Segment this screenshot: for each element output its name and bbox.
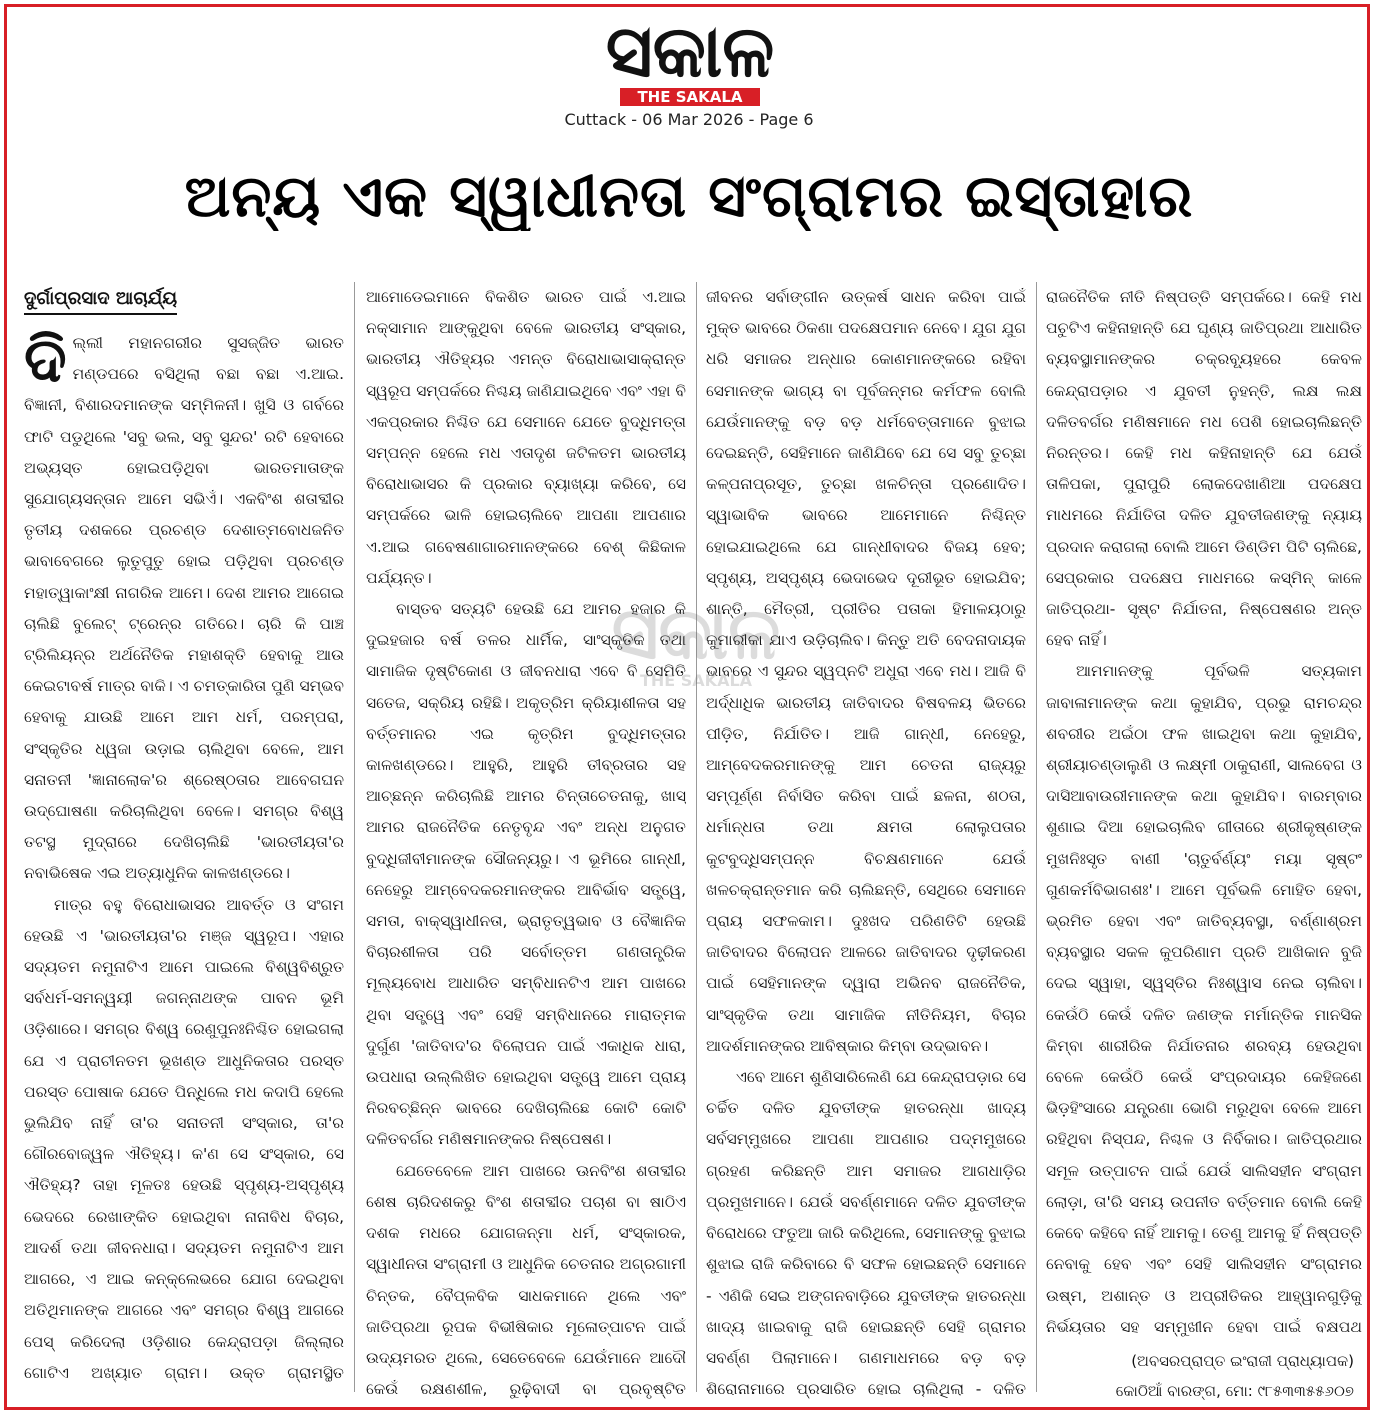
paragraph: ଯେତେବେଳେ ଆମ ପାଖରେ ଊନବିଂଶ ଶତାବ୍ଦୀର ଶେଷ ଚାରିଦଶକରୁ ବିଂଶ ଶତାବ୍ଦୀର ପଚାଶ ବା ଷାଠିଏ ଦଶକ ମଧରେ ଯୋଗଜନ୍ମା ଧର୍ମ, ସଂସ୍କାରକ, ସ୍ୱାଧୀନତା ସଂଗ୍ରାମୀ ଓ ଆଧୁନିକ ଚେତନାର ଅଗ୍ରଗାମୀ ଚିନ୍ତକ, ବୈପ୍ଳବିକ ସାଧକମାନେ ଥିଲେ ଏବଂ ଜାତିପ୍ରଥା ରୂପକ ବିଭୀଷିକାର ମୂଳୋତ୍ପାଟନ ପାଇଁ ଉଦ୍ୟମରତ ଥିଲେ, ସେତେବେଳେ ଯେଉଁମାନେ ଆଦୌ କେଉଁ ରକ୍ଷଣଶୀଳ, ରୁଢ଼ିବାଦୀ ବା ପ୍ରବୃଷ୍ଟିତ	[366, 1161, 686, 1399]
paragraph: ବାସ୍ତବ ସତ୍ୟଟି ହେଉଛି ଯେ ଆମର ହଜାର କି ଦୁଇହଜାର ବର୍ଷ ତଳର ଧାର୍ମିକ, ସାଂସ୍କୃତିକ ତଥା ସାମାଜିକ ଦୃଷ୍ଟିକୋଣ ଓ ଜୀବନଧାରା ଏବେ ବି ସେମିତି ସତେଜ, ସକ୍ରିୟ ରହିଛି। ଅକୃତ୍ରିମ କ୍ରିୟାଶୀଳତା ସହ ବର୍ତ୍ତମାନର ଏଇ କୃତ୍ରିମ ବୁଦ୍ଧିମତ୍ତାର କାଳଖଣ୍ଡରେ। ଆହୁରି, ଆହୁରି ତୀବ୍ରତାର ସହ ଆଚ୍ଛନ୍ନ କରିଚାଲିଛି ଆମର ଚିନ୍ତାଚେତନାକୁ, ଖାସ୍ ଆମର ରାଜନୈତିକ ନେତୃବୃନ୍ଦ ଏବଂ ଅନ୍ଧ ଅନୁଗତ ବୁଦ୍ଧିଜୀବୀମାନଙ୍କ ସୌଜନ୍ୟରୁ। ଏ ଭୂମିରେ ଗାନ୍ଧୀ, ନେହେରୁ ଆମ୍ବେଦକରମାନଙ୍କର ଆବିର୍ଭାବ ସତ୍ତ୍ୱେ, ସମତା, ବାକ୍‌ସ୍ୱାଧୀନତା, ଭ୍ରାତୃତ୍ୱଭାବ ଓ ବୈଜ୍ଞାନିକ ବିଚାରଶୀଳତା ପରି ସର୍ବୋତ୍ତମ ଗଣତାନ୍ତ୍ରିକ ମୂଲ୍ୟବୋଧ ଆଧାରିତ ସମ୍ବିଧାନଟିଏ ଆମ ପାଖରେ ଥିବା ସତ୍ତ୍ୱେ ଏବଂ ସେହି ସମ୍ବିଧାନରେ ମାରାତ୍ମକ ଦୁର୍ଗୁଣ 'ଜାତିବାଦ'ର ବିଲୋପନ ପାଇଁ ଏକାଧିକ ଧାରା, ଉପଧାରା ଉଲ୍ଲିଖିତ ହୋଇଥିବା ସତ୍ତ୍ୱେ ଆମେ ପ୍ରାୟ ନିରବଚ୍ଛିନ୍ନ ଭାବରେ ଦେଖିଚାଲିଛେ କୋଟି କୋଟି ଦଳିତବର୍ଗର ମଣିଷମାନଙ୍କର ନିଷ୍ପେଷଣ।	[366, 600, 686, 1149]
drop-cap: ଦି	[24, 328, 67, 396]
article-column-3	[706, 282, 1026, 1400]
article-headline: ଅନ୍ୟ ଏକ ସ୍ୱାଧୀନତା ସଂଗ୍ରାମର ଇସ୍ତାହାର	[184, 162, 1194, 230]
author-designation: (ଅବସରପ୍ରାପ୍ତ ଇଂରାଜୀ ପ୍ରାଧ୍ୟାପକ)	[1131, 1352, 1354, 1370]
article-column-1	[24, 328, 344, 1392]
column-separator	[354, 282, 355, 1392]
column-separator	[1036, 282, 1037, 1392]
paragraph: ମାତ୍ର ବହୁ ବିରୋଧାଭାସର ଆବର୍ତ୍ତ ଓ ସଂଗମ ହେଉଛି ଏ 'ଭାରତୀୟତା'ର ମଞ୍ଜ ସ୍ୱରୂପ। ଏହାର ସଦ୍ୟତମ ନମୁନାଟିଏ ଆମେ ପାଇଲେ ବିଶ୍ୱବିଶ୍ରୁତ ସର୍ବଧର୍ମ-ସମନ୍ୱୟୀ ଜଗନ୍ନାଥଙ୍କ ପାବନ ଭୂମି ଓଡ଼ିଶାରେ। ସମଗ୍ର ବିଶ୍ୱ ରେଣୁପୁନଃନିଶ୍ଚିତ ହୋଇଗଲା ଯେ ଏ ପ୍ରାଚୀନତମ ଭୂଖଣ୍ଡ ଆଧୁନିକତାର ପରସ୍ତ ପରସ୍ତ ପୋଷାକ ଯେତେ ପିନ୍ଧିଲେ ମଧ କଦାପି ହେଲେ ଭୁଲିଯିବ ନାହିଁ ତା'ର ସନାତନୀ ସଂସ୍କାର, ତା'ର ଗୌରବୋଜ୍ୱଳ ଐତିହ୍ୟ। କ'ଣ ସେ ସଂସ୍କାର, ସେ ଐତିହ୍ୟ? ତାହା ମୂଳତଃ ହେଉଛି ସ୍ପୃଶ୍ୟ-ଅସ୍ପୃଶ୍ୟ ଭେଦରେ ରେଖାଙ୍କିତ ହୋଇଥିବା ନାନାବିଧ ବିଚାର, ଆଦର୍ଶ ତଥା ଜୀବନଧାରା। ସଦ୍ୟତମ ନମୁନାଟିଏ ଆମ ଆଗରେ, ଏ ଆଇ କନ୍‌କ୍ଲେଭରେ ଯୋଗ ଦେଇଥିବା ଅତିଥିମାନଙ୍କ ଆଗରେ ଏବଂ ସମଗ୍ର ବିଶ୍ୱ ଆଗରେ ପେସ୍ କରିଦେଲା ଓଡ଼ିଶାର କେନ୍ଦ୍ରାପଡ଼ା ଜିଲ୍ଲାର ଗୋଟିଏ ଅଖ୍ୟାତ ଗ୍ରାମ। ଉକ୍ତ ଗ୍ରାମସ୍ଥିତ	[24, 895, 344, 1382]
paragraph: ଆମୋଡେଇମାନେ ବିକଶିତ ଭାରତ ପାଇଁ ଏ.ଆଇ ନକ୍‌ସାମାନ ଆଙ୍କୁଥିବା ବେଳେ ଭାରତୀୟ ସଂସ୍କାର, ଭାରତୀୟ ଐତିହ୍ୟର ଏମନ୍ତ ବିରୋଧାଭାସାକ୍ରାନ୍ତ ସ୍ୱରୂପ ସମ୍ପର୍କରେ ନିଶ୍ଚୟ ଜାଣିଯାଇଥିବେ ଏବଂ ଏହା ବି ଏକପ୍ରକାର ନିଶ୍ଚିତ ଯେ ସେମାନେ ଯେତେ ବୁଦ୍ଧିମତ୍ତା ସମ୍ପନ୍ନ ହେଲେ ମଧ ଏତାଦୃଶ ଜଟିଳତମ ଭାରତୀୟ ବିରୋଧାଭାସର କି ପ୍ରକାର ବ୍ୟାଖ୍ୟା କରିବେ, ସେ ସମ୍ପର୍କରେ ଭାଳି ହୋଇଚାଲିବେ ଆପଣା ଆପଣାର ଏ.ଆଇ ଗବେଷଣାଗାରମାନଙ୍କରେ ବେଶ୍ କିଛିକାଳ ପର୍ଯ୍ୟନ୍ତ।	[366, 288, 686, 587]
logo-subtext: THE SAKALA	[637, 88, 743, 106]
watermark-text: ସକାଳ	[611, 591, 781, 675]
paragraph: ଏବେ ଆମେ ଶୁଣିସାରିଲେଣି ଯେ କେନ୍ଦ୍ରାପଡ଼ାର ସେ ଚର୍ଚ୍ଚିତ ଦଳିତ ଯୁବତୀଙ୍କ ହାତରନ୍ଧା ଖାଦ୍ୟ ସର୍ବସମ୍ମୁଖରେ ଆପଣା ଆପଣାର ପଦ୍ମମୁଖରେ ଗ୍ରହଣ କରିଛନ୍ତି ଆମ ସମାଜର ଆଗଧାଡ଼ିର ପ୍ରମୁଖମାନେ। ଯେଉଁ ସବର୍ଣ୍ଣମାନେ ଦଳିତ ଯୁବତୀଙ୍କ ବିରୋଧରେ ଫତୁଆ ଜାରି କରିଥିଲେ, ସେମାନଙ୍କୁ ବୁଝାଇ ଶୁଝାଇ ରାଜି କରିବାରେ ବି ସଫଳ ହୋଇଛନ୍ତି ସେମାନେ - ଏଣିକି ସେଇ ଅଙ୍ଗନବାଡ଼ିରେ ଯୁବତୀଙ୍କ ହାତରନ୍ଧା ଖାଦ୍ୟ ଖାଇବାକୁ ରାଜି ହୋଇଛନ୍ତି ସେହି ଗ୍ରାମର ସବର୍ଣ୍ଣ ପିଲାମାନେ। ଗଣମାଧମରେ ବଡ଼ ବଡ଼ ଶିରୋନାମାରେ ପ୍ରସାରିତ ହୋଇ ଚାଲିଥିଲା - ଦଳିତ	[706, 1068, 1026, 1399]
dateline: Cuttack - 06 Mar 2026 - Page 6	[564, 110, 814, 129]
article-column-2	[366, 282, 686, 1400]
paragraph: ଦିଲ୍ଲୀ ମହାନଗରୀର ସୁସଜ୍ଜିତ ଭାରତ ମଣ୍ଡପରେ ବସିଥିଲା ବଛା ବଛା ଏ.ଆଇ. ବିଜ୍ଞାନୀ, ବିଶାରଦମାନଙ୍କ ସମ୍ମିଳନୀ। ଖୁସି ଓ ଗର୍ବରେ ଫାଟି ପଡୁଥିଲେ 'ସବୁ ଭଲ, ସବୁ ସୁନ୍ଦର' ରଟି ହେବାରେ ଅଭ୍ୟସ୍ତ ହୋଇପଡ଼ିଥିବା ଭାରତମାତାଙ୍କ ସୁଯୋଗ୍ୟସନ୍ତାନ ଆମେ ସଭିଏଁ। ଏକବିଂଶ ଶତାବ୍ଦୀର ତୃତୀୟ ଦଶକରେ ପ୍ରଚଣ୍ଡ ଦେଶାତ୍ମବୋଧଜନିତ ଭାବାବେଗରେ ଲୁତୁପୁତୁ ହୋଇ ପଡ଼ିଥିବା ପ୍ରଚଣ୍ଡ ମହାତ୍ୱାକାଂକ୍ଷୀ ନାଗରିକ ଆମେ। ଦେଶ ଆମର ଆଗେଇ ଚାଲିଛି ବୁଲେଟ୍ ଟ୍ରେନ୍‌ର ଗତିରେ। ଚାରି କି ପାଞ୍ଚ ଟ୍ରିଲିୟନ୍‌ର ଅର୍ଥନୈତିକ ମହାଶକ୍ତି ହେବାକୁ ଆଉ କେଇଟାବର୍ଷ ମାତ୍ର ବାକି। ଏ ଚମତ୍କାରିତା ପୁଣି ସମ୍ଭବ ହେବାକୁ ଯାଉଛି ଆମେ ଆମ ଧର୍ମ, ପରମ୍ପରା, ସଂସ୍କୃତିର ଧ୍ୱଜା ଉଡ଼ାଇ ଚାଲିଥିବା ବେଳେ, ଆମ ସନାତନୀ 'ଜ୍ଞାନାଲୋକ'ର ଶ୍ରେଷ୍ଠତାର ଆବେଗଘନ ଉଦ୍‌ଘୋଷଣା କରିଚାଲିଥିବା ବେଳେ। ସମଗ୍ର ବିଶ୍ୱ ତଟସ୍ଥ ମୁଦ୍ରାରେ ଦେଖିଚାଲିଛି 'ଭାରତୀୟତା'ର ନବାଭିଷେକ ଏଇ ଅତ୍ୟାଧୁନିକ କାଳଖଣ୍ଡରେ।	[24, 328, 344, 883]
article-column-4	[1046, 282, 1362, 1342]
newspaper-logo	[540, 8, 840, 108]
author-contact: କୋଠିଆଁ ବାରଙ୍ଗ, ମୋ: ୯୮୫୩୩୫୫୬୦୭	[1115, 1382, 1354, 1400]
logo-text: ସକାଳ	[605, 9, 775, 93]
byline: ଦୁର୍ଗାପ୍ରସାଦ ଆଚାର୍ଯ୍ୟ	[24, 288, 177, 315]
watermark-logo	[546, 588, 846, 698]
paragraph: ଆମମାନଙ୍କୁ ପୂର୍ବଭଳି ସତ୍ୟକାମ ଜାବାଳାମାନଙ୍କ କଥା କୁହାଯିବ, ପ୍ରଭୁ ରାମଚନ୍ଦ୍ର ଶବରୀର ଅଇଁଠା ଫଳ ଖାଇଥିବା କଥା କୁହାଯିବ, ଶ୍ରୀୟାଚଣ୍ଡାଲୁଣି ଓ ଲକ୍ଷ୍ମୀ ଠାକୁରାଣୀ, ସାଲବେଗ ଓ ଦାସିଆବାଉରୀମାନଙ୍କ କଥା କୁହାଯିବ। ବାରମ୍ବାର ଶୁଣାଇ ଦିଆ ହୋଇଚାଲିବ ଗୀତାରେ ଶ୍ରୀକୃଷ୍ଣଙ୍କ ମୁଖନିଃସୃତ ବାଣୀ 'ଚାତୁର୍ବର୍ଣ୍ୟଂ ମୟା ସୃଷ୍ଟଂ ଗୁଣକର୍ମବିଭାଗଶଃ'। ଆମେ ପୂର୍ବଭଳି ମୋହିତ ହେବା, ଭ୍ରମିତ ହେବା ଏବଂ ଜାତିବ୍ୟବସ୍ଥା, ବର୍ଣ୍ଣାଶ୍ରମ ବ୍ୟବସ୍ଥାର ସକଳ କୁପରିଣାମ ପ୍ରତି ଆଖିକାନ ବୁଜି ଦେଇ ସ୍ୱାହା, ସ୍ୱସ୍ତିର ନିଃଶ୍ୱାସ ନେଇ ଚାଲିବା। କେଉଁଠି କେଉଁ ଦଳିତ ଜଣଙ୍କ ମର୍ମାନ୍ତିକ ମାନସିକ କିମ୍ବା ଶାରୀରିକ ନିର୍ଯାତନାର ଶରବ୍ୟ ହେଉଥିବା ବେଳେ କେଉଁଠି କେଉଁ ସଂପ୍ରଦାୟର କେହିଜଣେ ଭିଡ଼ହିଂସାରେ ଯନ୍ତ୍ରଣା ଭୋଗି ମରୁଥିବା ବେଳେ ଆମେ ରହିଥିବା ନିସ୍ପନ୍ଦ, ନିଶ୍ଚଳ ଓ ନିର୍ବିକାର। ଜାତିପ୍ରଥାର ସମୂଳ ଉତ୍ପାଟନ ପାଇଁ ଯେଉଁ ସାଲିସହୀନ ସଂଗ୍ରାମ ଲୋଡ଼ା, ତା'ରି ସମୟ ଉପନୀତ ବର୍ତ୍ତମାନ ବୋଲି କେହି କେବେ କହିବେ ନାହିଁ ଆମକୁ। ତେଣୁ ଆମକୁ ହିଁ ନିଷ୍ପତ୍ତି ନେବାକୁ ହେବ ଏବଂ ସେହି ସାଲିସହୀନ ସଂଗ୍ରାମର ଉଷ୍ମ, ଅଶାନ୍ତ ଓ ଅପ୍ରୀତିକର ଆହ୍ୱାନଗୁଡ଼ିକୁ ନିର୍ଭୟତାର ସହ ସମ୍ମୁଖୀନ ହେବା ପାଇଁ ବକ୍ଷପଥ	[1046, 662, 1362, 1336]
paragraph: ରାଜନୈତିକ ନୀତି ନିଷ୍ପତ୍ତି ସମ୍ପର୍କରେ। କେହି ମଧ ପଚୁଟିଏ କହିନାହାନ୍ତି ଯେ ଘୃଣ୍ୟ ଜାତିପ୍ରଥା ଆଧାରିତ ବ୍ୟବସ୍ଥାମାନଙ୍କର ଚକ୍ରବ୍ୟୂହରେ କେବଳ କେନ୍ଦ୍ରାପଡ଼ାର ଏ ଯୁବତୀ ନୁହନ୍ତି, ଲକ୍ଷ ଲକ୍ଷ ଦଳିତବର୍ଗର ମଣିଷମାନେ ମଧ ପେଶି ହୋଇଚାଲିଛନ୍ତି ନିରନ୍ତର। କେହି ମଧ କହିନାହାନ୍ତି ଯେ ଯେଉଁ ତାଳିପକା, ପୁରାପୁରି ଲୋକଦେଖାଣିଆ ପଦକ୍ଷେପ ମାଧମରେ ନିର୍ଯାତିତା ଦଳିତ ଯୁବତୀଜଣଙ୍କୁ ନ୍ୟାୟ ପ୍ରଦାନ କରାଗଲା ବୋଲି ଆମେ ଡିଣ୍ଡିମ ପିଟି ଚାଲିଛେ, ସେପ୍ରକାର ପଦକ୍ଷେପ ମାଧମରେ କସ୍ମିନ୍ କାଳେ ଜାତିପ୍ରଥା- ସୃଷ୍ଟ ନିର୍ଯାତନା, ନିଷ୍ପେଷଣର ଅନ୍ତ ହେବ ନାହିଁ।	[1046, 288, 1362, 650]
masthead	[0, 6, 1378, 130]
column-separator	[696, 282, 697, 1392]
watermark-subtext: THE SAKALA	[639, 671, 753, 690]
paragraph: ଜୀବନର ସର୍ବାଙ୍ଗୀନ ଉତ୍କର୍ଷ ସାଧନ କରିବା ପାଇଁ ମୁକ୍ତ ଭାବରେ ଠିକଣା ପଦକ୍ଷେପମାନ ନେବେ। ଯୁଗ ଯୁଗ ଧରି ସମାଜର ଅନ୍ଧାର କୋଣମାନଙ୍କରେ ରହିବା ସେମାନଙ୍କ ଭାଗ୍ୟ ବା ପୂର୍ବଜନ୍ମର କର୍ମଫଳ ବୋଲି ଯେଉଁମାନଙ୍କୁ ବଡ଼ ବଡ଼ ଧର୍ମବେତ୍ତାମାନେ ବୁଝାଇ ଦେଇଛନ୍ତି, ସେହିମାନେ ଜାଣିଯିବେ ଯେ ସେ ସବୁ ତୁଚ୍ଛା କଳ୍ପନାପ୍ରସୂତ, ତୁଚ୍ଛା ଖଳଚିନ୍ତା ପ୍ରଣୋଦିତ। ସ୍ୱାଭାବିକ ଭାବରେ ଆମେମାନେ ନିଶ୍ଚିନ୍ତ ହୋଇଯାଇଥିଲେ ଯେ ଗାନ୍ଧୀବାଦର ବିଜୟ ହେବ; ସ୍ପୃଶ୍ୟ, ଅସ୍ପୃଶ୍ୟ ଭେଦାଭେଦ ଦୂରୀଭୂତ ହୋଇଯିବ; ଶାନ୍ତି, ମୈତ୍ରୀ, ପ୍ରୀତିର ପତାକା ହିମାଳୟଠାରୁ କୁମାରୀକା ଯାଏ ଉଡ଼ିଚାଲିବ। କିନ୍ତୁ ଅତି ବେଦନାଦାୟକ ଭାବରେ ଏ ସୁନ୍ଦର ସ୍ୱପ୍ନଟି ଅଧୁରା ଏବେ ମଧ। ଆଜି ବି ଅର୍ଦ୍ଧାଧିକ ଭାରତୀୟ ଜାତିବାଦର ବିଷବଳୟ ଭିତରେ ପୀଡ଼ିତ, ନିର୍ଯାତିତ। ଆଜି ଗାନ୍ଧୀ, ନେହେରୁ, ଆମ୍ବେଦକରମାନଙ୍କୁ ଆମ ଚେତନା ରାଜ୍ୟରୁ ସମ୍ପୂର୍ଣ୍ଣ ନିର୍ବାସିତ କରିବା ପାଇଁ ଛଳନା, ଶଠତା, ଧର୍ମାନ୍ଧତା ତଥା କ୍ଷମତା ଲୋଲୁପତାର କୁଟବୁଦ୍ଧିସମ୍ପନ୍ନ ବିଚକ୍ଷଣମାନେ ଯେଉଁ ଖଳଚକ୍ରାନ୍ତମାନ କରି ଚାଲିଛନ୍ତି, ସେଥିରେ ସେମାନେ ପ୍ରାୟ ସଫଳକାମ। ଦୁଃଖଦ ପରିଣତିଟି ହେଉଛି ଜାତିବାଦର ବିଲୋପନ ଆଳରେ ଜାତିବାଦର ଦୃଢ଼ୀକରଣ ପାଇଁ ସେହିମାନଙ୍କ ଦ୍ୱାରା ଅଭିନବ ରାଜନୈତିକ, ସାଂସ୍କୃତିକ ତଥା ସାମାଜିକ ନୀତିନିୟମ, ବିଚାର ଆଦର୍ଶମାନଙ୍କର ଆବିଷ୍କାର କିମ୍ବା ଉଦ୍ଭାବନ।	[706, 288, 1026, 1055]
